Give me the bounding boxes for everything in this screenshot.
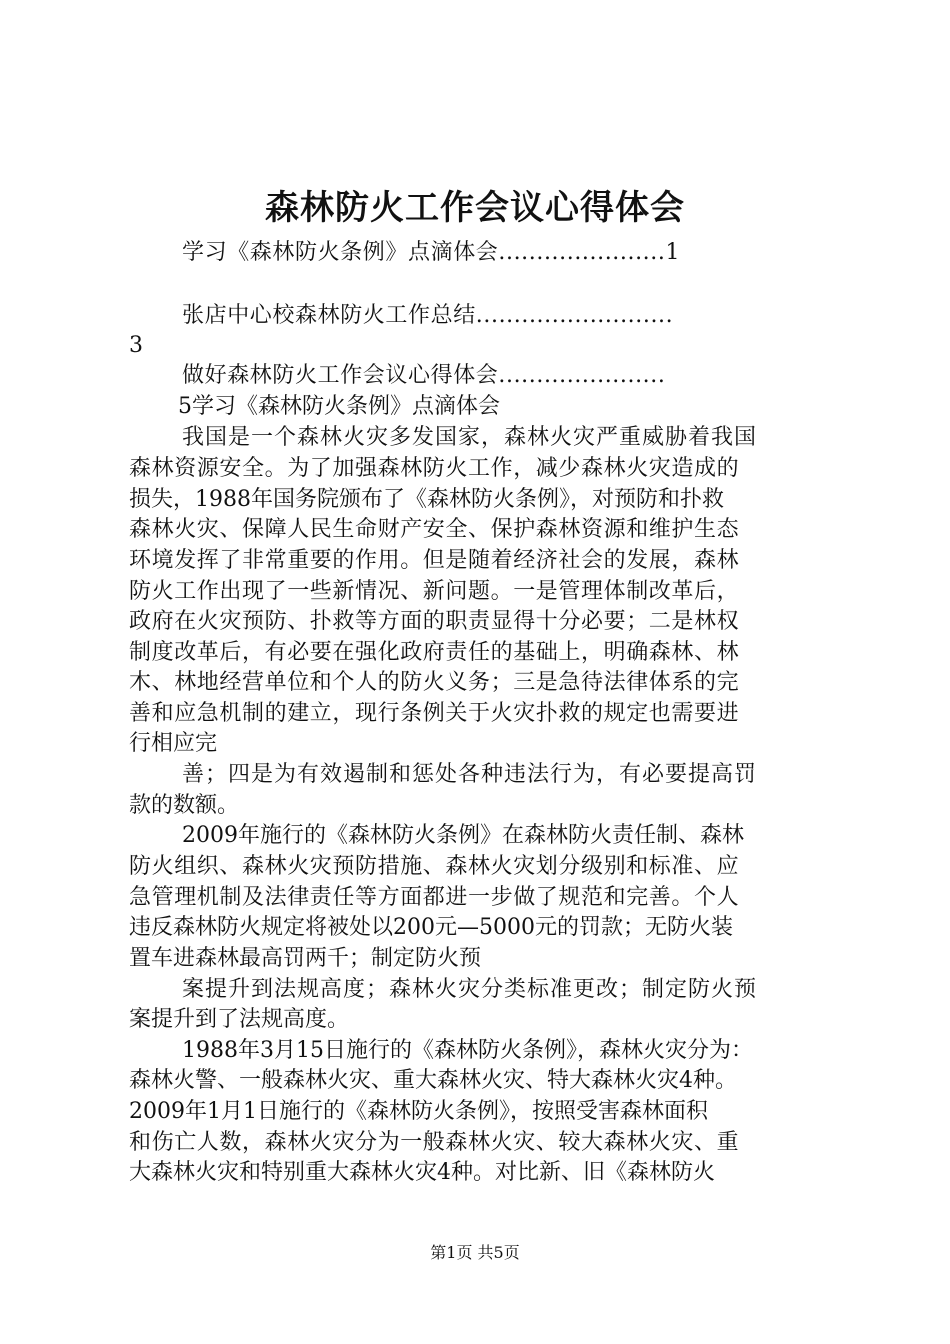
body-line: 木、林地经营单位和个人的防火义务；三是急待法律体系的完 xyxy=(129,670,740,695)
body-line: 2009年1月1日施行的《森林防火条例》，按照受害森林面积 xyxy=(129,1099,708,1124)
body-line: 森林火警、一般森林火灾、重大森林火灾、特大森林火灾4种。 xyxy=(129,1068,737,1093)
body-line: 置车进森林最高罚两千；制定防火预 xyxy=(129,946,482,971)
toc-entry: 学习《森林防火条例》点滴体会......................1 xyxy=(182,240,681,265)
body-line: 防火工作出现了一些新情况、新问题。一是管理体制改革后， xyxy=(129,579,740,604)
body-line: 森林火灾、保障人民生命财产安全、保护森林资源和维护生态 xyxy=(129,517,740,542)
body-line: 1988年3月15日施行的《森林防火条例》，森林火灾分为： xyxy=(182,1038,753,1063)
body-line: 善和应急机制的建立，现行条例关于火灾扑救的规定也需要进 xyxy=(129,701,740,726)
document-title: 森林防火工作会议心得体会 xyxy=(265,188,685,228)
body-line: 森林资源安全。为了加强森林防火工作，减少森林火灾造成的 xyxy=(129,456,740,481)
body-line: 我国是一个森林火灾多发国家，森林火灾严重威胁着我国 xyxy=(182,425,758,450)
toc-entry: 做好森林防火工作会议心得体会...................... xyxy=(182,363,666,388)
page-footer: 第1页 共5页 xyxy=(430,1243,520,1262)
body-line: 案提升到了法规高度。 xyxy=(129,1007,350,1032)
body-line: 大森林火灾和特别重大森林火灾4种。对比新、旧《森林防火 xyxy=(129,1160,715,1185)
body-line: 政府在火灾预防、扑救等方面的职责显得十分必要；二是林权 xyxy=(129,609,740,634)
body-line: 防火组织、森林火灾预防措施、森林火灾划分级别和标准、应 xyxy=(129,854,740,879)
body-line: 善；四是为有效遏制和惩处各种违法行为，有必要提高罚 xyxy=(182,762,758,787)
toc-page-number: 3 xyxy=(129,333,143,358)
body-line: 案提升到法规高度；森林火灾分类标准更改；制定防火预 xyxy=(182,977,758,1002)
body-line: 制度改革后，有必要在强化政府责任的基础上，明确森林、林 xyxy=(129,640,740,665)
body-line: 环境发挥了非常重要的作用。但是随着经济社会的发展，森林 xyxy=(129,548,740,573)
body-line: 和伤亡人数，森林火灾分为一般森林火灾、较大森林火灾、重 xyxy=(129,1130,740,1155)
body-line: 急管理机制及法律责任等方面都进一步做了规范和完善。个人 xyxy=(129,885,740,910)
body-line: 违反森林防火规定将被处以200元—5000元的罚款；无防火装 xyxy=(129,915,733,940)
toc-entry: 5学习《森林防火条例》点滴体会 xyxy=(178,394,500,419)
body-line: 行相应完 xyxy=(129,731,218,756)
body-line: 2009年施行的《森林防火条例》在森林防火责任制、森林 xyxy=(182,823,744,848)
body-line: 款的数额。 xyxy=(129,793,240,818)
body-line: 损失，1988年国务院颁布了《森林防火条例》，对预防和扑救 xyxy=(129,487,724,512)
toc-entry: 张店中心校森林防火工作总结.......................... xyxy=(182,303,674,328)
